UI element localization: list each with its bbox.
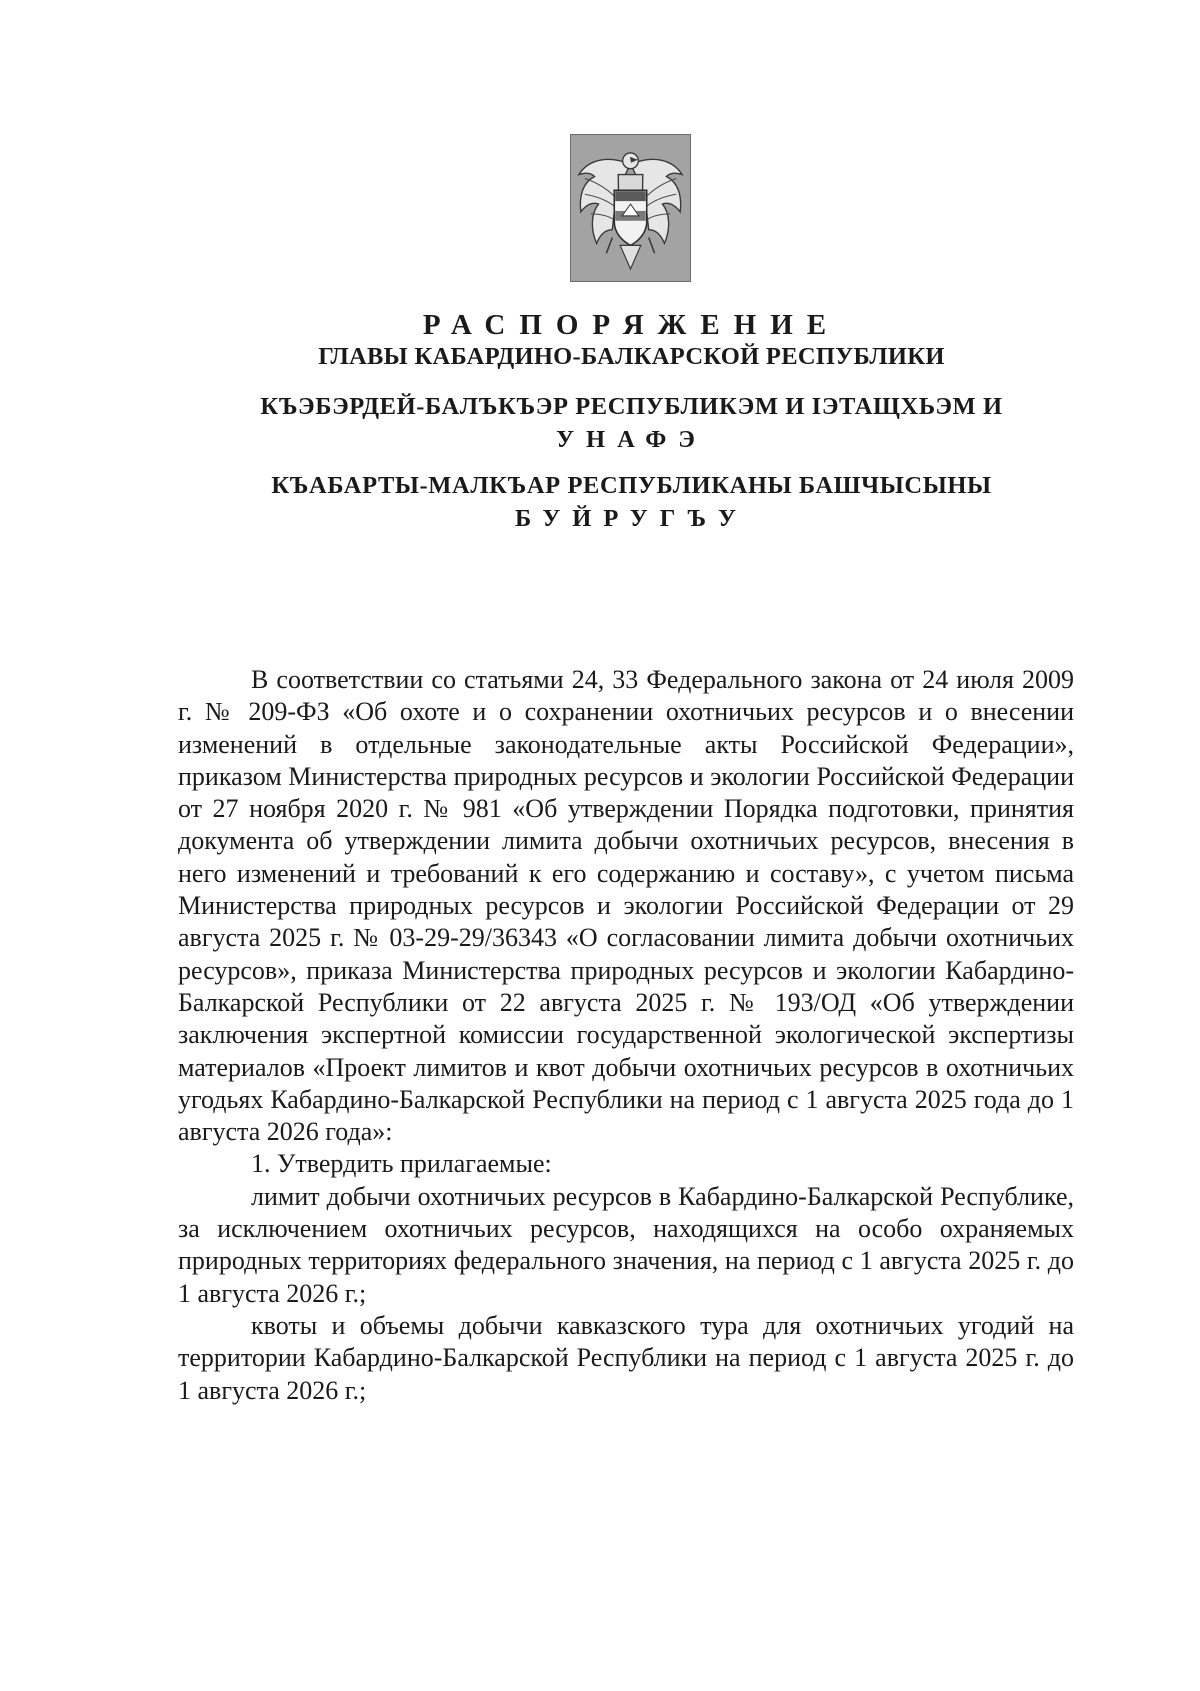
- coat-of-arms-icon: [570, 134, 691, 282]
- item-1: 1. Утвердить прилагаемые:: [251, 1149, 552, 1179]
- issuer-kabardian-line1: КЪЭБЭРДЕЙ-БАЛЪКЪЭР РЕСПУБЛИКЭМ И ӀЭТАЩХЬЭМ И: [260, 393, 1003, 420]
- document-title: РАСПОРЯЖЕНИЕ: [422, 309, 841, 341]
- document-body: [178, 664, 1074, 1407]
- preamble-paragraph: В соответствии со статьями 24, 33 Федерального закона от 24 июля 2009 г. № 209-ФЗ «Об охоте и о сохранении охотничьих ресурсов и о внесении изменений в отдельные законодательные акты Российской Федерации», приказом Министерства природных ресурсов и экологии Российской Федерации от 27 ноября 2020 г. № 981 «Об утверждении Порядка подготовки, принятия документа об утверждении лимита добычи охотничьих ресурсов, внесения в него изменений и требований к его содержанию и составу», с учетом письма Министерства природных ресурсов и экологии Российской Федерации от 29 августа 2025 г. № 03-29-29/36343 «О согласовании лимита добычи охотничьих ресурсов», приказа Министерства природных ресурсов и экологии Кабардино-Балкарской Республики от 22 августа 2025 г. № 193/ОД «Об утверждении заключения экспертной комиссии государственной экологической экспертизы материалов «Проект лимитов и квот добычи охотничьих ресурсов в охотничьих угодьях Кабардино-Балкарской Республики на период с 1 августа 2025 года до 1 августа 2026 года»:: [178, 665, 1074, 1147]
- issuer-balkar-line1: КЪАБАРТЫ-МАЛКЪАР РЕСПУБЛИКАНЫ БАШЧЫСЫНЫ: [271, 472, 992, 499]
- item-1-limit: лимит добычи охотничьих ресурсов в Кабардино-Балкарской Республике, за исключением охотничьих ресурсов, находящихся на особо охраняемых природных территориях федерального значения, на период с 1 августа 2025 г. до 1 августа 2026 г.;: [178, 1181, 1074, 1308]
- item-1-quotas: квоты и объемы добычи кавказского тура для охотничьих угодий на территории Кабардино-Балкарской Республики на период с 1 августа 2025 г. до 1 августа 2026 г.;: [178, 1310, 1074, 1405]
- issuer-kabardian-line2: УНАФЭ: [556, 426, 707, 453]
- issuer-balkar-line2: БУЙРУГЪУ: [514, 505, 749, 532]
- issuer-russian: ГЛАВЫ КАБАРДИНО-БАЛКАРСКОЙ РЕСПУБЛИКИ: [318, 343, 945, 370]
